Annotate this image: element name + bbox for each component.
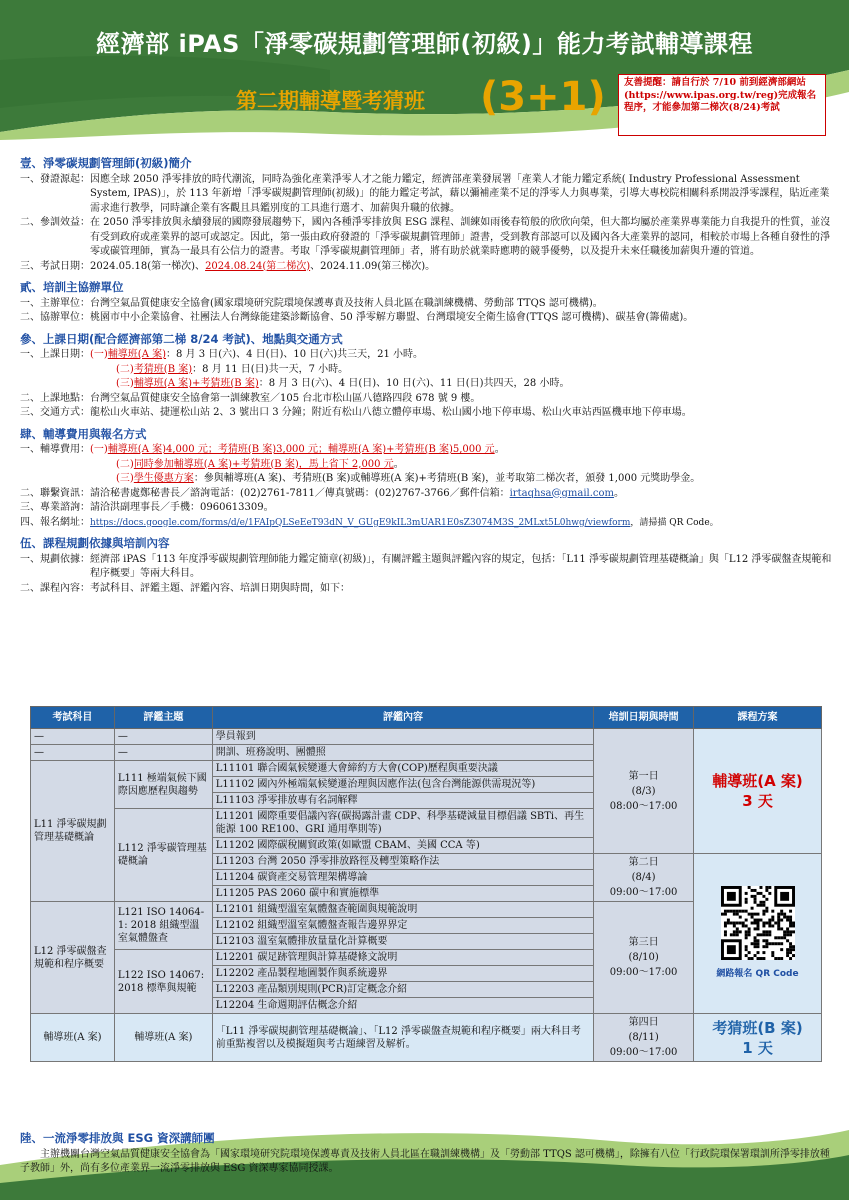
contact-info: 請洽秘書處鄭秘書長／諮詢電話：(02)2761-7811／傳真號碼：(02)2767-3766／郵件信箱： bbox=[90, 487, 510, 499]
topic-cell: L111 極端氣候下國際因應歷程與趨勢 bbox=[114, 761, 212, 809]
content-cell: L12201 碳足跡管理與計算基礎條文說明 bbox=[212, 950, 593, 966]
day-cell bbox=[594, 729, 694, 854]
item-text: 龍松山火車站、捷運松山站 2、3 號出口 3 分鐘；附近有松山八德立體停車場、松山國小地下停車場、松山火車站西區機車地下停車場。 bbox=[90, 407, 692, 418]
exam-date-1: 2024.05.18(第一梯次)、 bbox=[90, 260, 206, 272]
list-item bbox=[20, 443, 832, 458]
item-label: 一、發證源起： bbox=[20, 173, 90, 185]
list-item bbox=[20, 392, 832, 407]
content-cell: L12103 溫室氣體排放量量化計算概要 bbox=[212, 934, 593, 950]
content-cell: L12204 生命週期評估概念介紹 bbox=[212, 998, 593, 1014]
item-text: 經濟部 iPAS「113 年度淨零碳規劃管理師能力鑑定簡章(初級)」，有關評鑑主題與評鑑內容的規定，包括：「L11 淨零碳規劃管理基礎概論」與「L12 淨零碳盤查規範和程序概要」等兩大科目。 bbox=[90, 553, 832, 579]
page-subtitle-number: (3+1) bbox=[480, 74, 606, 120]
content-cell: L11201 國際重要倡議內容(碳揭露計畫 CDP、科學基礎減量目標倡議 SBTi、再生能源 100 RE100、GRI 通用準則等) bbox=[212, 809, 593, 838]
plan-b-days: 1 天 bbox=[742, 1038, 773, 1057]
item-label: 二、參訓效益： bbox=[20, 217, 90, 228]
topic-cell: 輔導班(A 案) bbox=[114, 1014, 212, 1062]
table-row bbox=[31, 1014, 822, 1062]
table-cell: 學員報到 bbox=[212, 729, 593, 745]
student-discount-text: ：參與輔導班(A 案)、考猜班(B 案)或輔導班(A 案)+考猜班(B 案)，並考取第二梯次者，頒發 1,000 元獎助學金。 bbox=[193, 473, 701, 484]
item-label: 三、交通方式： bbox=[20, 407, 90, 418]
day-date: (8/3) bbox=[631, 785, 656, 797]
day-label: 第三日 bbox=[628, 937, 659, 948]
punct: 。 bbox=[614, 487, 625, 499]
content-cell: 「L11 淨零碳規劃管理基礎概論」、「L12 淨零碳盤查規範和程序概要」兩大科目考前重點複習以及模擬題與考古題練習及解析。 bbox=[212, 1014, 593, 1062]
section-title-schedule: 參、上課日期(配合經濟部第二梯 8/24 考試)、地點與交通方式 bbox=[20, 331, 343, 346]
main-content bbox=[20, 150, 832, 596]
day-date: (8/10) bbox=[628, 952, 659, 963]
item-text: 桃園市中小企業協會、社團法人台灣綠能建築診斷協會、50 淨零解方聯盟、台灣環境安全衛生協會(TTQS 認可機構)、碳基會(籌備處)。 bbox=[90, 312, 694, 323]
plan-ab-schedule: ：8 月 3 日(六)、4 日(日)、10 日(六)、11 日(日)共四天，28 小時。 bbox=[258, 378, 570, 389]
table-cell: — bbox=[114, 745, 212, 761]
plan-b-cell bbox=[694, 1014, 822, 1062]
section-title-curriculum: 伍、課程規劃依據與培訓內容 bbox=[20, 536, 170, 550]
content-cell: L12203 產品類別規則(PCR)訂定概念介紹 bbox=[212, 982, 593, 998]
item-text: 考試科目、評鑑主題、評鑑內容、培訓日期與時間，如下： bbox=[90, 582, 350, 594]
content-cell: L11102 國內外極端氣候變遷治理與因應作法(包含台灣能源供需現況等) bbox=[212, 777, 593, 793]
day-cell bbox=[594, 854, 694, 902]
list-item bbox=[20, 297, 832, 312]
list-subitem bbox=[20, 363, 832, 378]
list-subitem bbox=[20, 377, 832, 392]
list-item bbox=[20, 487, 832, 502]
item-label: 一、輔導費用： bbox=[20, 444, 90, 455]
course-schedule-table bbox=[30, 706, 822, 1062]
item-label: 三、考試日期： bbox=[20, 260, 90, 272]
item-label: 一、主辦單位： bbox=[20, 297, 90, 309]
topic-cell: L112 淨零碳管理基礎概論 bbox=[114, 809, 212, 902]
day-cell bbox=[594, 1014, 694, 1062]
item-label: 二、聯繫資訊： bbox=[20, 487, 90, 499]
page-subtitle: 第二期輔導暨考猜班 bbox=[236, 89, 425, 113]
student-discount-label: 學生優惠方案 bbox=[133, 473, 194, 484]
day-time: 09:00～17:00 bbox=[609, 887, 678, 898]
registration-link[interactable]: https://docs.google.com/forms/d/e/1FAIpQLSeEeT93dN_V_GUgE9kIL3mUAR1E0sZ3074M3S_2MLxt5L0hwg/viewform bbox=[90, 517, 631, 528]
day-time: 08:00～17:00 bbox=[609, 800, 678, 812]
section-title-lecturers: 陸、一流淨零排放與 ESG 資深講師團 bbox=[20, 1131, 215, 1145]
content-cell: L11203 台灣 2050 淨零排放路徑及轉型策略作法 bbox=[212, 854, 593, 870]
list-item bbox=[20, 216, 832, 260]
punct: ，請掃描 QR Code。 bbox=[630, 517, 719, 528]
sub-index: (一) bbox=[90, 349, 108, 360]
item-label: 一、規劃依據： bbox=[20, 553, 90, 565]
lecturer-text: 主辦機關台灣空氣品質健康安全協會為「國家環境研究院環境保護專責及技術人員北區在職訓練機構」及「勞動部 TTQS 認可機構」，除擁有八位「行政院環保署環訓所淨零排放種子教師」外，尚有多位產業界一流淨零排放與 ESG 資深專家協同授課。 bbox=[20, 1148, 830, 1174]
notice-box: 友善提醒：請自行於 7/10 前到經濟部網站(https://www.ipas.org.tw/reg)完成報名程序，才能參加第二梯次(8/24)考試 bbox=[618, 74, 826, 136]
sub-index: (二) bbox=[116, 458, 134, 470]
subject-cell: L12 淨零碳盤查規範和程序概要 bbox=[31, 902, 115, 1014]
content-cell: L11103 淨零排放專有名詞解釋 bbox=[212, 793, 593, 809]
topic-cell: L121 ISO 14064-1: 2018 組織型溫室氣體盤查 bbox=[114, 902, 212, 950]
email-link[interactable]: irtaqhsa@gmail.com bbox=[509, 487, 615, 499]
exam-date-2: 2024.08.24(第二梯次) bbox=[205, 260, 311, 272]
list-subitem bbox=[20, 472, 832, 487]
content-cell: L12202 產品製程地圖製作與系統邊界 bbox=[212, 966, 593, 982]
content-cell: L12102 組織型溫室氣體盤查報告邊界界定 bbox=[212, 918, 593, 934]
item-label: 二、上課地點： bbox=[20, 392, 90, 404]
plan-b-schedule: ：8 月 11 日(日)共一天，7 小時。 bbox=[192, 363, 349, 375]
sub-index: (三) bbox=[116, 473, 134, 484]
plan-a-schedule: ：8 月 3 日(六)、4 日(日)、10 日(六)共三天，21 小時。 bbox=[166, 349, 424, 360]
plan-a-cell bbox=[694, 729, 822, 854]
item-label: 一、上課日期： bbox=[20, 349, 90, 360]
plan-a-label: 輔導班(A 案) bbox=[107, 349, 167, 360]
content-cell: L11205 PAS 2060 碳中和實施標準 bbox=[212, 886, 593, 902]
column-header: 考試科目 bbox=[31, 707, 115, 729]
column-header: 培訓日期與時間 bbox=[594, 707, 694, 729]
list-item bbox=[20, 260, 832, 275]
day-date: (8/4) bbox=[631, 872, 656, 883]
column-header: 課程方案 bbox=[694, 707, 822, 729]
plan-a-name: 輔導班(A 案) bbox=[712, 772, 803, 790]
day-time: 09:00～17:00 bbox=[609, 967, 678, 978]
column-header: 評鑑主題 bbox=[114, 707, 212, 729]
list-subitem bbox=[20, 458, 832, 473]
item-label: 二、協辦單位： bbox=[20, 312, 90, 323]
content-cell: L12101 組織型溫室氣體盤查範圍與規範說明 bbox=[212, 902, 593, 918]
day-label: 第二日 bbox=[628, 857, 659, 868]
item-text: 在 2050 淨零排放與永續發展的國際發展趨勢下，國內各種淨零排放與 ESG 課程、訓練如雨後春筍般的欣欣向榮，但大都均屬於產業界專業能力自我提升的性質，並沒有受到政府或產業界的認可或認定。因此，第一張由政府發證的「淨零碳規劃管理師」證書，受到教育部認可以及國內各大產業界的認同，相較於市場上各種自發性的淨零或碳管理師，實為一最具有公信力的證書。考取「淨零碳規劃管理師」者，將有助於就業時應聘的競爭優勢，以及提升未來任職後加薪與升遷的管道。 bbox=[90, 217, 831, 257]
plan-b-label: 考猜班(B 案) bbox=[133, 363, 193, 375]
table-cell: — bbox=[114, 729, 212, 745]
sub-index: (三) bbox=[116, 378, 134, 389]
item-label: 二、課程內容： bbox=[20, 582, 90, 594]
table-cell: — bbox=[31, 729, 115, 745]
qr-cell bbox=[694, 854, 822, 1014]
item-text: 台灣空氣品質健康安全協會(國家環境研究院環境保護專責及技術人員北區在職訓練機構、勞動部 TTQS 認可機構)。 bbox=[90, 297, 603, 309]
content-cell: L11202 國際碳稅關貿政策(如歐盟 CBAM、美國 CCA 等) bbox=[212, 838, 593, 854]
plan-b-name: 考猜班(B 案) bbox=[712, 1018, 803, 1037]
item-text: 台灣空氣品質健康安全協會第一訓練教室／105 台北市松山區八德路四段 678 號 9 樓。 bbox=[90, 392, 481, 404]
page-title: 經濟部 iPAS「淨零碳規劃管理師(初級)」能力考試輔導課程 bbox=[96, 30, 753, 58]
list-item bbox=[20, 173, 832, 217]
fee-list: 輔導班(A 案)4,000 元；考猜班(B 案)3,000 元；輔導班(A 案)+考猜班(B 案)5,000 元 bbox=[107, 444, 495, 455]
punct: 。 bbox=[494, 444, 505, 455]
topic-cell: L122 ISO 14067: 2018 標準與規範 bbox=[114, 950, 212, 1014]
fee-saving: 同時參加輔導班(A 案)+考猜班(B 案)，馬上省下 2,000 元 bbox=[133, 458, 394, 470]
column-header: 評鑑內容 bbox=[212, 707, 593, 729]
day-label: 第四日 bbox=[628, 1017, 659, 1028]
section-title-organizers: 貳、培訓主協辦單位 bbox=[20, 280, 124, 294]
day-time: 09:00～17:00 bbox=[609, 1047, 678, 1058]
day-cell bbox=[594, 902, 694, 1014]
day-label: 第一日 bbox=[628, 770, 659, 782]
list-item bbox=[20, 348, 832, 363]
table-cell: 開訓、班務說明、團體照 bbox=[212, 745, 593, 761]
sub-index: (二) bbox=[116, 363, 134, 375]
list-item bbox=[20, 311, 832, 326]
exam-date-3: 、2024.11.09(第三梯次)。 bbox=[310, 260, 436, 272]
item-label: 四、報名網址： bbox=[20, 516, 90, 528]
list-item bbox=[20, 516, 832, 531]
item-label: 三、專業諮詢： bbox=[20, 502, 90, 513]
section-title-intro: 壹、淨零碳規劃管理師(初級)簡介 bbox=[20, 156, 192, 170]
sub-index: (一) bbox=[90, 444, 108, 455]
punct: 。 bbox=[393, 458, 404, 470]
content-cell: L11101 聯合國氣候變遷大會締約方大會(COP)歷程與重要決議 bbox=[212, 761, 593, 777]
subject-cell: L11 淨零碳規劃管理基礎概論 bbox=[31, 761, 115, 902]
table-header-row bbox=[31, 707, 822, 729]
day-date: (8/11) bbox=[628, 1032, 659, 1043]
section-title-fees: 肆、輔導費用與報名方式 bbox=[20, 426, 147, 441]
content-cell: L11204 碳資產交易管理架構導論 bbox=[212, 870, 593, 886]
list-item bbox=[20, 582, 832, 597]
list-item bbox=[20, 553, 832, 582]
qr-caption: 網路報名 QR Code bbox=[716, 969, 799, 979]
qr-code[interactable] bbox=[721, 886, 795, 960]
table-cell: — bbox=[31, 745, 115, 761]
item-text: 因應全球 2050 淨零排放的時代潮流，同時為強化產業淨零人才之能力鑑定，經濟部產業發展署「產業人才能力鑑定系統( Industry Professional Assessment System, IPAS)」，於 113 年新增「淨零碳規劃管理師(初級)」的能力鑑定考試，藉以彌補產業不足的淨零人力與專業，引導大專校院相關科系開設淨零課程，貼近產業需求進行教學，同時讓企業有客觀且具鑑別度的工具進行選才、加薪與升職的依據。 bbox=[90, 173, 830, 214]
plan-ab-label: 輔導班(A 案)+考猜班(B 案) bbox=[133, 378, 259, 389]
table-row bbox=[31, 729, 822, 745]
list-item bbox=[20, 501, 832, 516]
item-text: 請洽洪副理事長／手機：0960613309。 bbox=[90, 502, 274, 513]
plan-a-days: 3 天 bbox=[742, 792, 773, 810]
list-item bbox=[20, 406, 832, 421]
subject-cell: 輔導班(A 案) bbox=[31, 1014, 115, 1062]
lecturer-section bbox=[20, 1131, 832, 1177]
